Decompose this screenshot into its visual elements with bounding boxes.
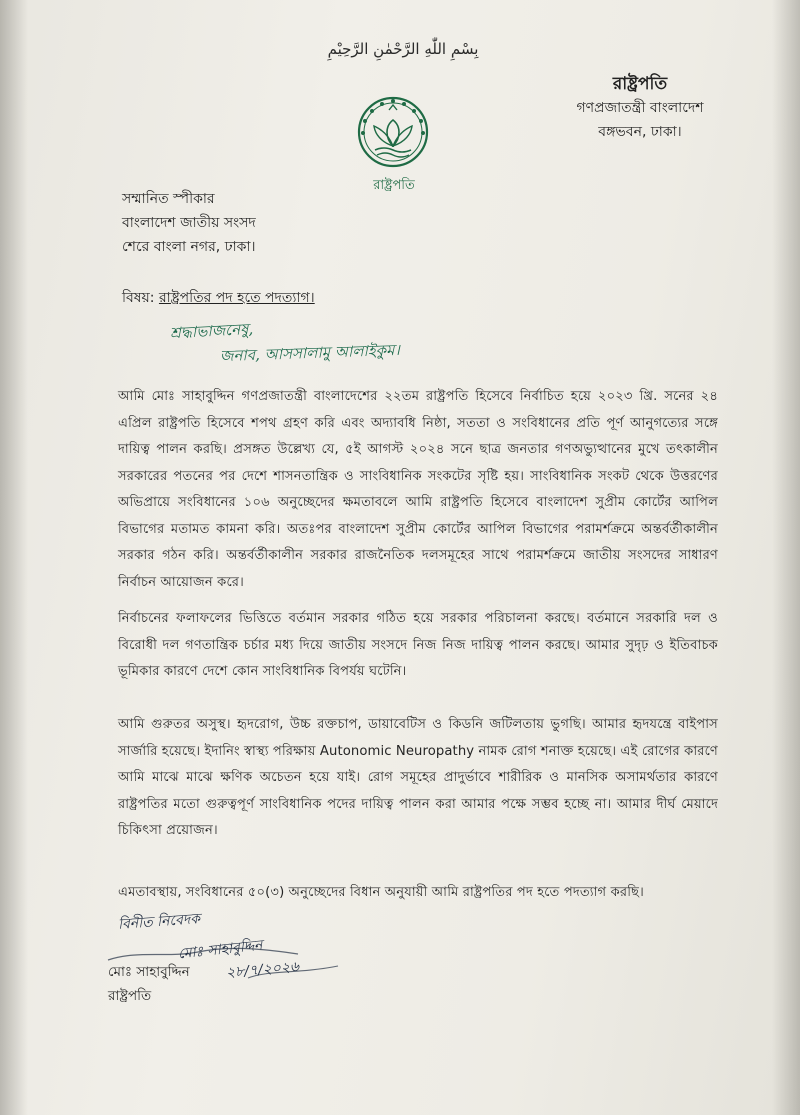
greeting-line-2: জনাব, আসসালামু আলাইকুম। (219, 340, 401, 366)
subject-label: বিষয়: (122, 290, 155, 306)
page-edge-shadow-left (0, 0, 28, 1115)
handwritten-greeting (170, 318, 500, 366)
body-paragraph-2: নির্বাচনের ফলাফলের ভিত্তিতে বর্তমান সরকার গঠিত হয়ে সরকার পরিচালনা করছে। বর্তমানে সরকারি দল ও বিরোধী দল গণতান্ত্রিক চর্চার মধ্য দিয়ে জাতীয় সংসদে নিজ নিজ দায়িত্ব পালন করছে। আমার সুদৃঢ় ও ইতিবাচক ভূমিকার কারণে দেশে কোন সাংবিধানিক বিপর্যয় ঘটেনি। (118, 611, 718, 679)
page-edge-shadow-right (772, 0, 800, 1115)
bismillah-calligraphy: بِسْمِ اللّٰهِ الرَّحْمٰنِ الرَّحِيْمِ (327, 40, 479, 58)
body-paragraph-4: এমতাবস্থায়, সংবিধানের ৫০(৩) অনুচ্ছেদের বিধান অনুযায়ী আমি রাষ্ট্রপতির পদ হতে পদত্যাগ করছি। (118, 885, 644, 900)
letterhead-title: রাষ্ট্রপতি (612, 74, 668, 94)
letterhead-line-1: গণপ্রজাতন্ত্রী বাংলাদেশ (576, 100, 704, 116)
body-paragraph-1: আমি মোঃ সাহাবুদ্দিন গণপ্রজাতন্ত্রী বাংলাদেশের ২২তম রাষ্ট্রপতি হিসেবে নির্বাচিত হয়ে ২০২৩ খ্রি. সনের ২৪ এপ্রিল রাষ্ট্রপতি হিসেবে শপথ গ্রহণ করি এবং অদ্যাবধি নিষ্ঠা, সততা ও সংবিধানের প্রতি পূর্ণ আনুগত্যের সঙ্গে দায়িত্ব পালন করছি। প্রসঙ্গত উল্লেখ্য যে, ৫ই আগস্ট ২০২৪ সনে ছাত্র জনতার গণঅভ্যুত্থানের মুখে তৎকালীন সরকারের পতনের পর দেশে শাসনতান্ত্রিক ও সাংবিধানিক সংকটের সৃষ্টি হয়। সাংবিধানিক সংকট থেকে উত্তরণের অভিপ্রায়ে সংবিধানের ১০৬ অনুচ্ছেদের ক্ষমতাবলে আমি রাষ্ট্রপতি হিসেবে বাংলাদেশ সুপ্রীম কোর্টের আপিল বিভাগের মতামত কামনা করি। অতঃপর বাংলাদেশ সুপ্রীম কোর্টের আপিল বিভাগের পরামর্শক্রমে অন্তর্বর্তীকালীন সরকার গঠন করি। অন্তর্বর্তীকালীন সরকার রাজনৈতিক দলসমূহের সাথে পরামর্শক্রমে জাতীয় সংসদের সাধারণ নির্বাচন আয়োজন করে। (118, 389, 718, 590)
addressee-line-2: বাংলাদেশ জাতীয় সংসদ (122, 215, 256, 231)
signer-title: রাষ্ট্রপতি (108, 988, 152, 1004)
handwritten-name: মোঃ সাহাবুদ্দিন (177, 937, 264, 963)
seal-caption: রাষ্ট্রপতি (373, 178, 415, 193)
letterhead (540, 72, 740, 144)
handwritten-closing: বিনীত নিবেদক (117, 911, 201, 933)
handwritten-date: ২৮/৭/২০২৬ (225, 958, 300, 982)
signer-name: মোঃ সাহাবুদ্দিন (108, 964, 190, 980)
body-paragraph-3: আমি গুরুতর অসুস্থ। হৃদরোগ, উচ্চ রক্তচাপ, ডায়াবেটিস ও কিডনি জটিলতায় ভুগছি। আমার হৃদযন্ত্রে বাইপাস সার্জারি হয়েছে। ইদানিং স্বাস্থ্য পরিক্ষায় Autonomic Neuropathy নামক রোগ শনাক্ত হয়েছে। এই রোগের কারণে আমি মাঝে মাঝে ক্ষণিক অচেতন হয়ে যাই। রোগ সমূহের প্রাদুর্ভাবে শারীরিক ও মানসিক অসামর্থতার কারণে রাষ্ট্রপতির মতো গুরুত্বপূর্ণ সাংবিধানিক পদের দায়িত্ব পালন করা আমার পক্ষে সম্ভব হচ্ছে না। আমার দীর্ঘ মেয়াদে চিকিৎসা প্রয়োজন। (118, 717, 718, 838)
greeting-line-1: শ্রদ্ধাভাজনেষু, (169, 319, 254, 343)
addressee-block (122, 187, 256, 259)
subject-text: রাষ্ট্রপতির পদ হতে পদত্যাগ। (158, 290, 315, 306)
subject-line (122, 286, 315, 310)
letterhead-line-2: বঙ্গভবন, ঢাকা। (598, 124, 682, 140)
addressee-line-1: সম্মানিত স্পীকার (122, 191, 215, 207)
addressee-line-3: শেরে বাংলা নগর, ঢাকা। (122, 239, 256, 255)
